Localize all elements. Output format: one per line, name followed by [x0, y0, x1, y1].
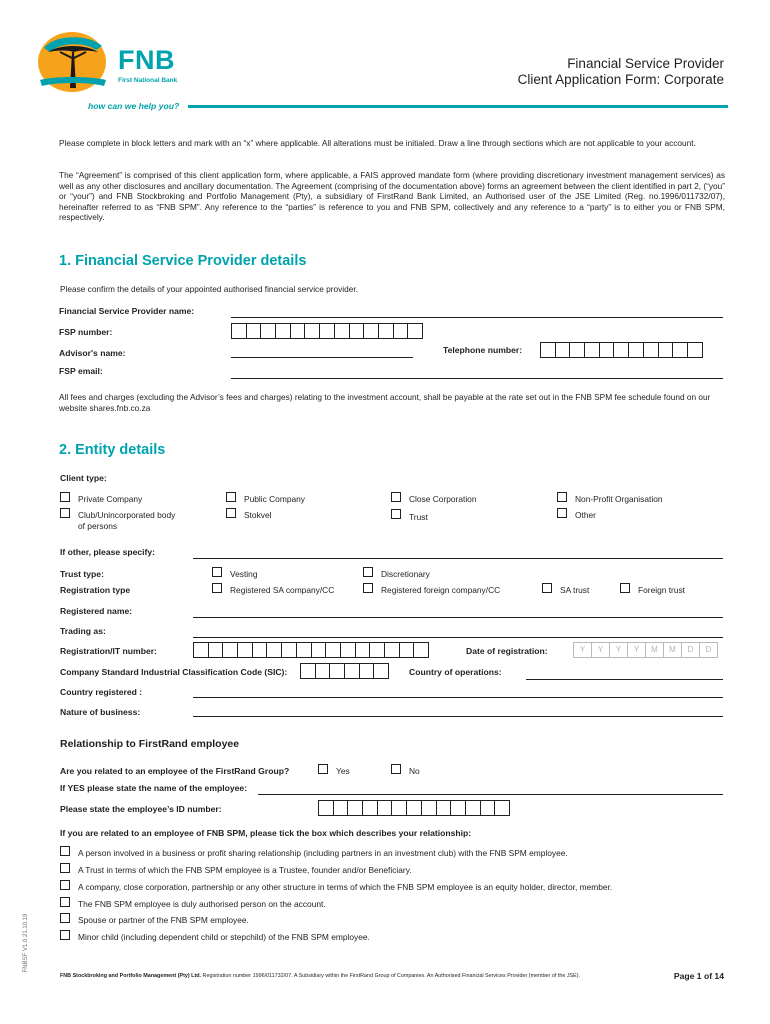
- related-yes-checkbox[interactable]: [318, 764, 328, 774]
- tagline-rule: [188, 105, 728, 108]
- section-1-title: 1. Financial Service Provider details: [59, 253, 307, 269]
- date-year-box[interactable]: Y: [573, 642, 592, 658]
- discretionary-label: Discretionary: [381, 569, 430, 579]
- vesting-label: Vesting: [230, 569, 258, 579]
- trust-label: Trust: [409, 512, 428, 522]
- relationship-option-3-checkbox[interactable]: [60, 880, 70, 890]
- date-registration-label: Date of registration:: [466, 646, 548, 656]
- country-registered-field[interactable]: [193, 697, 723, 698]
- public-company-checkbox[interactable]: [226, 492, 236, 502]
- logo-text: FNB: [118, 45, 175, 75]
- relationship-option-2-checkbox[interactable]: [60, 863, 70, 873]
- employee-id-label: Please state the employee’s ID number:: [60, 804, 222, 814]
- client-type-label: Client type:: [60, 473, 107, 483]
- date-year-box[interactable]: Y: [609, 642, 628, 658]
- section-1-instruction: Please confirm the details of your appointed authorised financial service provider.: [60, 284, 358, 294]
- reg-sa-company-label: Registered SA company/CC: [230, 585, 335, 595]
- other-specify-field[interactable]: [193, 558, 723, 559]
- trading-as-field[interactable]: [193, 637, 723, 638]
- date-day-box[interactable]: D: [699, 642, 718, 658]
- foreign-trust-checkbox[interactable]: [620, 583, 630, 593]
- date-month-box[interactable]: M: [663, 642, 682, 658]
- fees-statement: All fees and charges (excluding the Advisor’s fees and charges) relating to the investment account, shall be payable at the rate set out in the FNB SPM fee schedule found on our website: [59, 392, 711, 413]
- advisor-name-label: Advisor's name:: [59, 348, 126, 358]
- logo-subtext: First National Bank: [118, 77, 178, 84]
- relationship-title: Relationship to FirstRand employee: [60, 738, 240, 750]
- relationship-option-4-checkbox[interactable]: [60, 897, 70, 907]
- intro-paragraph-2: The “Agreement” is comprised of this client application form, where applicable, a FAIS approved mandate form (where providing discretionary investment management services) as well as any other disclosures and ancillary documentation. The Agreement (comprising of the documentation above) forms an agreement between the client identified in part 2, (“you” or “your”) and FNB Stockbroking and Portfolio Management (Pty), a subsidiary of FirstRand Bank Limited, an Authorised user of the JSE Limited (Reg. no.1996/011732/07), hereinafter referred to as “FNB SPM”. Any reference to the “parties” is reference to you and FNB SPM, collectively and any reference to a “party” is to either you or FNB SPM, respectively.: [59, 170, 725, 223]
- vesting-checkbox[interactable]: [212, 567, 222, 577]
- fnb-logo: [34, 28, 194, 94]
- sa-trust-label: SA trust: [560, 585, 590, 595]
- footer-registration: Registration number 1996/011732/07. A Subsidiary within the FirstRand Group of Companies. An Authorised Financial Services Provider (member of the JSE).: [201, 973, 580, 979]
- nature-business-field[interactable]: [193, 716, 723, 717]
- form-title-line2: Client Application Form: Corporate: [517, 72, 724, 87]
- non-profit-checkbox[interactable]: [557, 492, 567, 502]
- spm-relationship-question: If you are related to an employee of FNB SPM, please tick the box which describes your relationship:: [60, 828, 472, 838]
- registered-name-label: Registered name:: [60, 606, 133, 616]
- tagline: how can we help you?: [88, 101, 180, 111]
- registration-type-label: Registration type: [60, 585, 131, 595]
- relationship-option-5-label: Spouse or partner of the FNB SPM employee.: [78, 915, 249, 925]
- date-year-box[interactable]: Y: [627, 642, 646, 658]
- trust-type-label: Trust type:: [60, 569, 104, 579]
- country-registered-label: Country registered :: [60, 687, 143, 697]
- date-year-box[interactable]: Y: [591, 642, 610, 658]
- related-question-label: Are you related to an employee of the FirstRand Group?: [60, 766, 290, 776]
- sic-label: Company Standard Industrial Classification Code (SIC):: [60, 667, 288, 677]
- related-no-checkbox[interactable]: [391, 764, 401, 774]
- nature-business-label: Nature of business:: [60, 707, 141, 717]
- private-company-label: Private Company: [78, 494, 143, 504]
- registration-it-boxes[interactable]: [193, 642, 428, 658]
- side-form-code: FNBSF V1.0 21.10.19: [23, 913, 29, 973]
- club-label: Club/Unincorporated body: [78, 510, 176, 520]
- fsp-number-boxes[interactable]: [231, 323, 422, 339]
- trading-as-label: Trading as:: [60, 626, 106, 636]
- fsp-email-field[interactable]: [231, 378, 723, 379]
- employee-name-field[interactable]: [258, 794, 723, 795]
- reg-foreign-company-label: Registered foreign company/CC: [381, 585, 501, 595]
- registered-name-field[interactable]: [193, 617, 723, 618]
- reg-foreign-company-checkbox[interactable]: [363, 583, 373, 593]
- employee-id-boxes[interactable]: [318, 800, 509, 816]
- date-registration-boxes[interactable]: [573, 642, 717, 658]
- intro-paragraph-1: Please complete in block letters and mark with an “x” where applicable. All alterations must be initialed. Draw a line through sections which are not applicable to your account.: [59, 138, 696, 148]
- club-label-line2: of persons: [78, 521, 118, 531]
- discretionary-checkbox[interactable]: [363, 567, 373, 577]
- relationship-option-4-label: The FNB SPM employee is duly authorised person on the account.: [78, 899, 326, 909]
- relationship-option-2-label: A Trust in terms of which the FNB SPM employee is a Trustee, founder and/or Beneficiary.: [78, 865, 412, 875]
- advisor-name-field[interactable]: [231, 357, 413, 358]
- reg-sa-company-checkbox[interactable]: [212, 583, 222, 593]
- date-month-box[interactable]: M: [645, 642, 664, 658]
- relationship-option-6-checkbox[interactable]: [60, 930, 70, 940]
- form-title-line1: Financial Service Provider: [567, 56, 724, 71]
- stokvel-checkbox[interactable]: [226, 508, 236, 518]
- close-corporation-checkbox[interactable]: [391, 492, 401, 502]
- relationship-option-1-label: A person involved in a business or profit sharing relationship (including partners in an investment club) with the FNB SPM employee.: [78, 848, 568, 858]
- close-corporation-label: Close Corporation: [409, 494, 477, 504]
- fsp-name-label: Financial Service Provider name:: [59, 306, 195, 316]
- relationship-option-1-checkbox[interactable]: [60, 846, 70, 856]
- sa-trust-checkbox[interactable]: [542, 583, 552, 593]
- private-company-checkbox[interactable]: [60, 492, 70, 502]
- fees-text: [59, 392, 725, 413]
- trust-checkbox[interactable]: [391, 509, 401, 519]
- stokvel-label: Stokvel: [244, 510, 272, 520]
- website-link[interactable]: shares.fnb.co.za: [89, 402, 151, 413]
- page-number: Page 1 of 14: [673, 971, 724, 981]
- relationship-option-3-label: A company, close corporation, partnership or any other structure in terms of which the FNB SPM employee is an equity holder, director, member.: [78, 882, 613, 892]
- employee-name-label: If YES please state the name of the employee:: [60, 783, 248, 793]
- telephone-label: Telephone number:: [443, 345, 523, 355]
- country-operations-field[interactable]: [526, 679, 723, 680]
- sic-boxes[interactable]: [300, 663, 388, 679]
- footer-legal: [60, 973, 580, 979]
- other-specify-label: If other, please specify:: [60, 547, 156, 557]
- relationship-option-6-label: Minor child (including dependent child or stepchild) of the FNB SPM employee.: [78, 932, 370, 942]
- fsp-number-label: FSP number:: [59, 327, 113, 337]
- relationship-option-5-checkbox[interactable]: [60, 913, 70, 923]
- related-yes-label: Yes: [336, 766, 350, 776]
- foreign-trust-label: Foreign trust: [638, 585, 686, 595]
- footer-company: FNB Stockbroking and Portfolio Management (Pty) Ltd.: [60, 973, 202, 979]
- fsp-name-field[interactable]: [231, 317, 723, 318]
- club-checkbox[interactable]: [60, 508, 70, 518]
- acacia-tree-icon: [34, 28, 116, 94]
- registration-it-label: Registration/IT number:: [60, 646, 157, 656]
- section-2-title: 2. Entity details: [59, 442, 166, 458]
- other-checkbox[interactable]: [557, 508, 567, 518]
- non-profit-label: Non-Profit Organisation: [575, 494, 663, 504]
- date-day-box[interactable]: D: [681, 642, 700, 658]
- fsp-email-label: FSP email:: [59, 366, 103, 376]
- related-no-label: No: [409, 766, 420, 776]
- country-operations-label: Country of operations:: [409, 667, 502, 677]
- other-label: Other: [575, 510, 596, 520]
- telephone-boxes[interactable]: [540, 342, 702, 358]
- public-company-label: Public Company: [244, 494, 305, 504]
